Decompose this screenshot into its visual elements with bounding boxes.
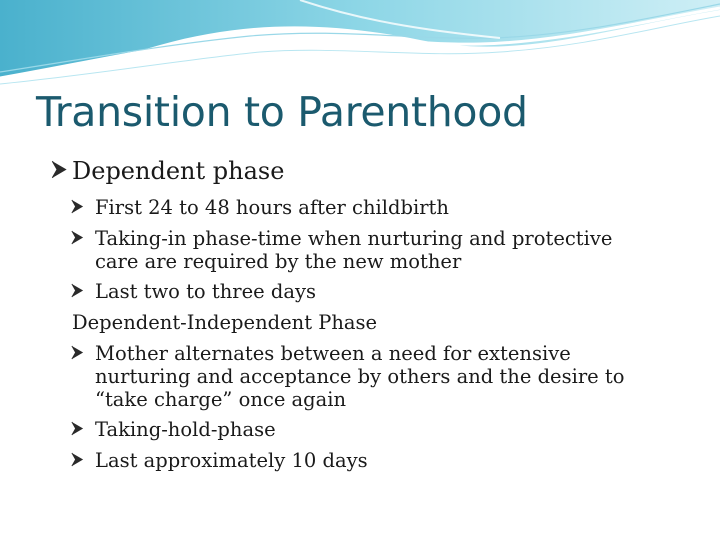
bullet-text: care are required by the new mother	[95, 250, 462, 273]
bullet-text: Taking-in phase-time when nurturing and protective	[95, 227, 613, 250]
bullet-item	[50, 338, 700, 414]
bullet-text: Last approximately 10 days	[95, 449, 368, 472]
bullet-text: Mother alternates between a need for extensive	[95, 342, 571, 365]
bullet-item	[50, 223, 700, 276]
bullet-text: Last two to three days	[95, 280, 316, 303]
bullet-list	[50, 150, 700, 476]
arrow-bullet-icon	[50, 160, 69, 179]
slide-title: Transition to Parenthood	[36, 88, 528, 136]
bullet-item	[50, 276, 700, 307]
bullet-text: First 24 to 48 hours after childbirth	[95, 196, 449, 219]
arrow-bullet-icon	[70, 230, 85, 245]
bullet-text: Dependent-Independent Phase	[72, 311, 378, 334]
arrow-bullet-icon	[70, 345, 85, 360]
bullet-item	[50, 307, 700, 338]
bullet-item	[50, 150, 700, 192]
arrow-bullet-icon	[70, 199, 85, 214]
header-wave-decoration	[0, 0, 720, 90]
bullet-text: Taking-hold-phase	[95, 418, 276, 441]
bullet-item	[50, 192, 700, 223]
arrow-bullet-icon	[70, 421, 85, 436]
arrow-bullet-icon	[70, 452, 85, 467]
bullet-text: “take charge” once again	[95, 388, 347, 411]
bullet-text: nurturing and acceptance by others and the desire to	[95, 365, 625, 388]
bullet-item	[50, 445, 700, 476]
arrow-bullet-icon	[70, 283, 85, 298]
bullet-text: Dependent phase	[72, 157, 285, 185]
bullet-item	[50, 414, 700, 445]
